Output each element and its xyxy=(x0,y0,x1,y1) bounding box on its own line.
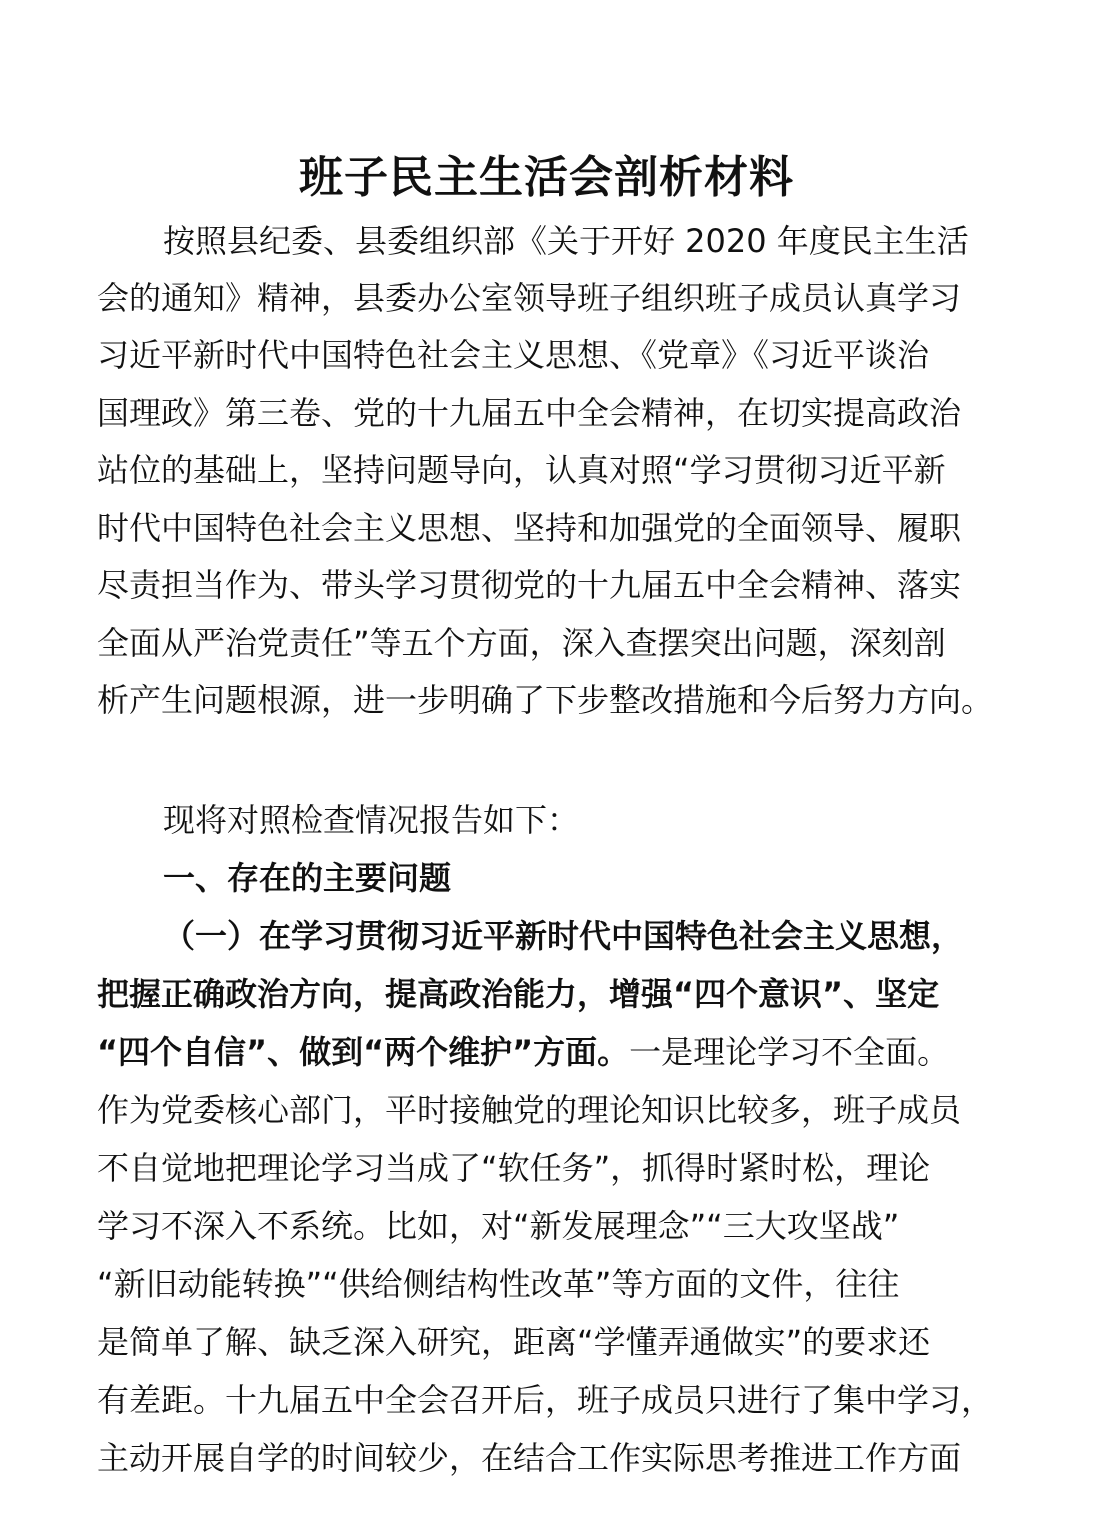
body-line: 学习不深入不系统。比如，对“新发展理念”“三大攻坚战” xyxy=(97,1207,900,1245)
section-heading: 一、存在的主要问题 xyxy=(163,859,452,897)
intro-line: 按照县纪委、县委组织部《关于开好 2020 年度民主生活 xyxy=(163,222,969,260)
intro-line: 全面从严治党责任”等五个方面，深入查摆突出问题，深刻剖 xyxy=(97,624,946,662)
subsection-heading-line: （一）在学习贯彻习近平新时代中国特色社会主义思想， xyxy=(163,917,964,955)
intro-line: 析产生问题根源，进一步明确了下步整改措施和今后努力方向。 xyxy=(97,681,994,719)
intro-line: 尽责担当作为、带头学习贯彻党的十九届五中全会精神、落实 xyxy=(97,566,962,604)
body-line: 有差距。十九届五中全会召开后，班子成员只进行了集中学习， xyxy=(97,1381,994,1419)
intro-line: 国理政》第三卷、党的十九届五中全会精神，在切实提高政治 xyxy=(97,394,962,432)
intro-line: 站位的基础上，坚持问题导向，认真对照“学习贯彻习近平新 xyxy=(97,451,946,489)
body-line: “新旧动能转换”“供给侧结构性改革”等方面的文件，往往 xyxy=(97,1265,900,1303)
report-line: 现将对照检查情况报告如下： xyxy=(163,801,580,839)
intro-line: 时代中国特色社会主义思想、坚持和加强党的全面领导、履职 xyxy=(97,509,962,547)
body-line: 是简单了解、缺乏深入研究，距离“学懂弄通做实”的要求还 xyxy=(97,1323,931,1361)
body-text-start: 一是理论学习不全面。 xyxy=(629,1033,950,1071)
subsection-mixed-line xyxy=(97,1030,949,1074)
body-line: 不自觉地把理论学习当成了“软任务”，抓得时紧时松，理论 xyxy=(97,1149,931,1187)
intro-line: 习近平新时代中国特色社会主义思想、《党章》《习近平谈治 xyxy=(97,336,930,374)
intro-line: 会的通知》精神，县委办公室领导班子组织班子成员认真学习 xyxy=(97,279,962,317)
body-line: 作为党委核心部门，平时接触党的理论知识比较多，班子成员 xyxy=(97,1091,962,1129)
document-title: 班子民主生活会剖析材料 xyxy=(299,152,794,203)
subsection-heading-line: 把握正确政治方向，提高政治能力，增强“四个意识”、坚定 xyxy=(97,975,940,1013)
body-line: 主动开展自学的时间较少，在结合工作实际思考推进工作方面 xyxy=(97,1439,962,1477)
subsection-heading-tail: “四个自信”、做到“两个维护”方面。 xyxy=(97,1033,630,1071)
